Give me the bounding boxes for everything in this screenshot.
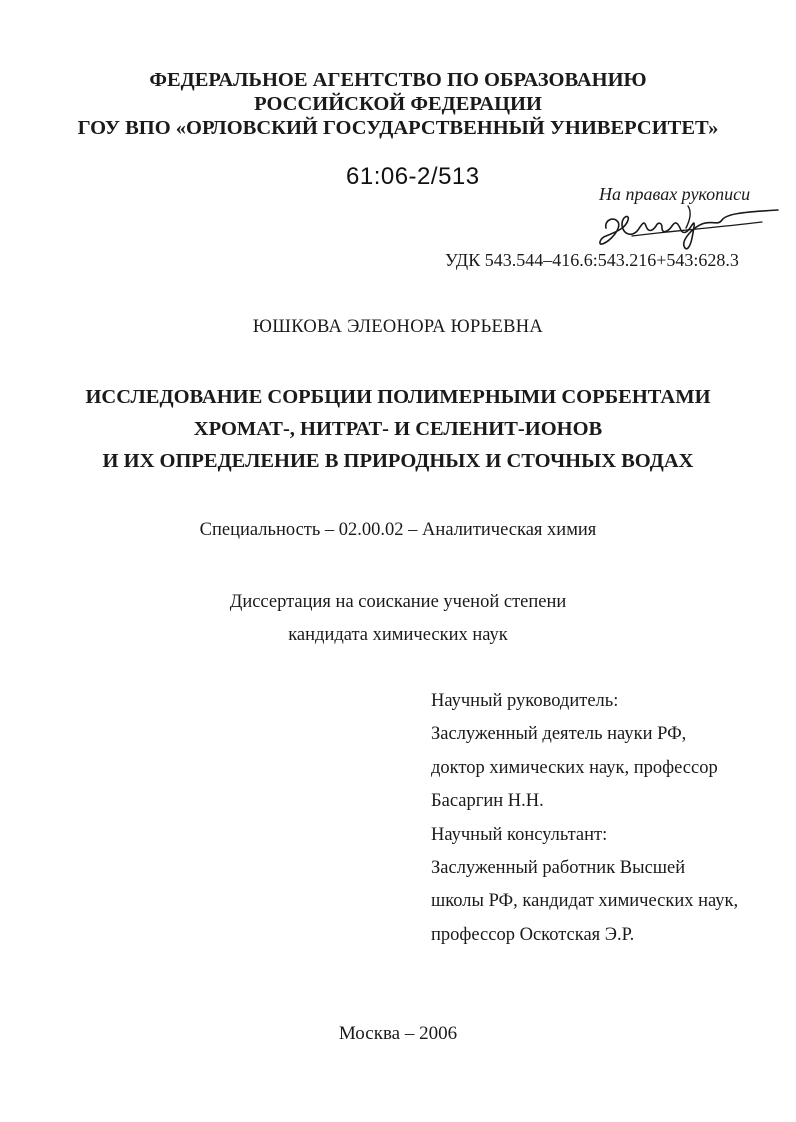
dissertation-title	[0, 381, 796, 477]
supervisor-name: Басаргин Н.Н.	[431, 791, 544, 812]
degree-line: Диссертация на соискание ученой степени	[229, 592, 567, 612]
consultant-heading: Научный консультант:	[431, 824, 608, 845]
consultant-name: профессор Оскотская Э.Р.	[431, 924, 635, 945]
degree-line: кандидата химических наук	[288, 625, 508, 645]
archive-code-stamp: 61:06-2/513	[346, 163, 480, 190]
title-line: И ИХ ОПРЕДЕЛЕНИЕ В ПРИРОДНЫХ И СТОЧНЫХ ВОДАХ	[102, 450, 694, 472]
supervisor-heading: Научный руководитель:	[431, 691, 619, 711]
specialty-line: Специальность – 02.00.02 – Аналитическая химия	[199, 520, 597, 540]
header-line-federation: РОССИЙСКОЙ ФЕДЕРАЦИИ	[254, 93, 542, 115]
advisors-block	[431, 685, 738, 952]
supervisor-title: Заслуженный деятель науки РФ,	[431, 724, 687, 745]
manuscript-rights-note: На правах рукописи	[599, 184, 751, 204]
supervisor-degree: доктор химических наук, профессор	[431, 757, 718, 778]
consultant-degree: школы РФ, кандидат химических наук,	[431, 891, 739, 912]
institution-header	[0, 68, 796, 140]
title-line: ИССЛЕДОВАНИЕ СОРБЦИИ ПОЛИМЕРНЫМИ СОРБЕНТАМИ	[85, 386, 711, 408]
city-year: Москва – 2006	[338, 1023, 458, 1044]
signature-icon	[592, 198, 782, 254]
degree-statement	[0, 586, 796, 652]
header-line-university: ГОУ ВПО «ОРЛОВСКИЙ ГОСУДАРСТВЕННЫЙ УНИВЕРСИТЕТ»	[77, 117, 719, 139]
author-name: ЮШКОВА ЭЛЕОНОРА ЮРЬЕВНА	[252, 317, 544, 337]
title-line: ХРОМАТ-, НИТРАТ- И СЕЛЕНИТ-ИОНОВ	[193, 418, 603, 440]
header-line-agency: ФЕДЕРАЛЬНОЕ АГЕНТСТВО ПО ОБРАЗОВАНИЮ	[149, 69, 647, 91]
udk-code: УДК 543.544–416.6:543.216+543:628.3	[445, 250, 739, 270]
consultant-title: Заслуженный работник Высшей	[431, 858, 686, 879]
